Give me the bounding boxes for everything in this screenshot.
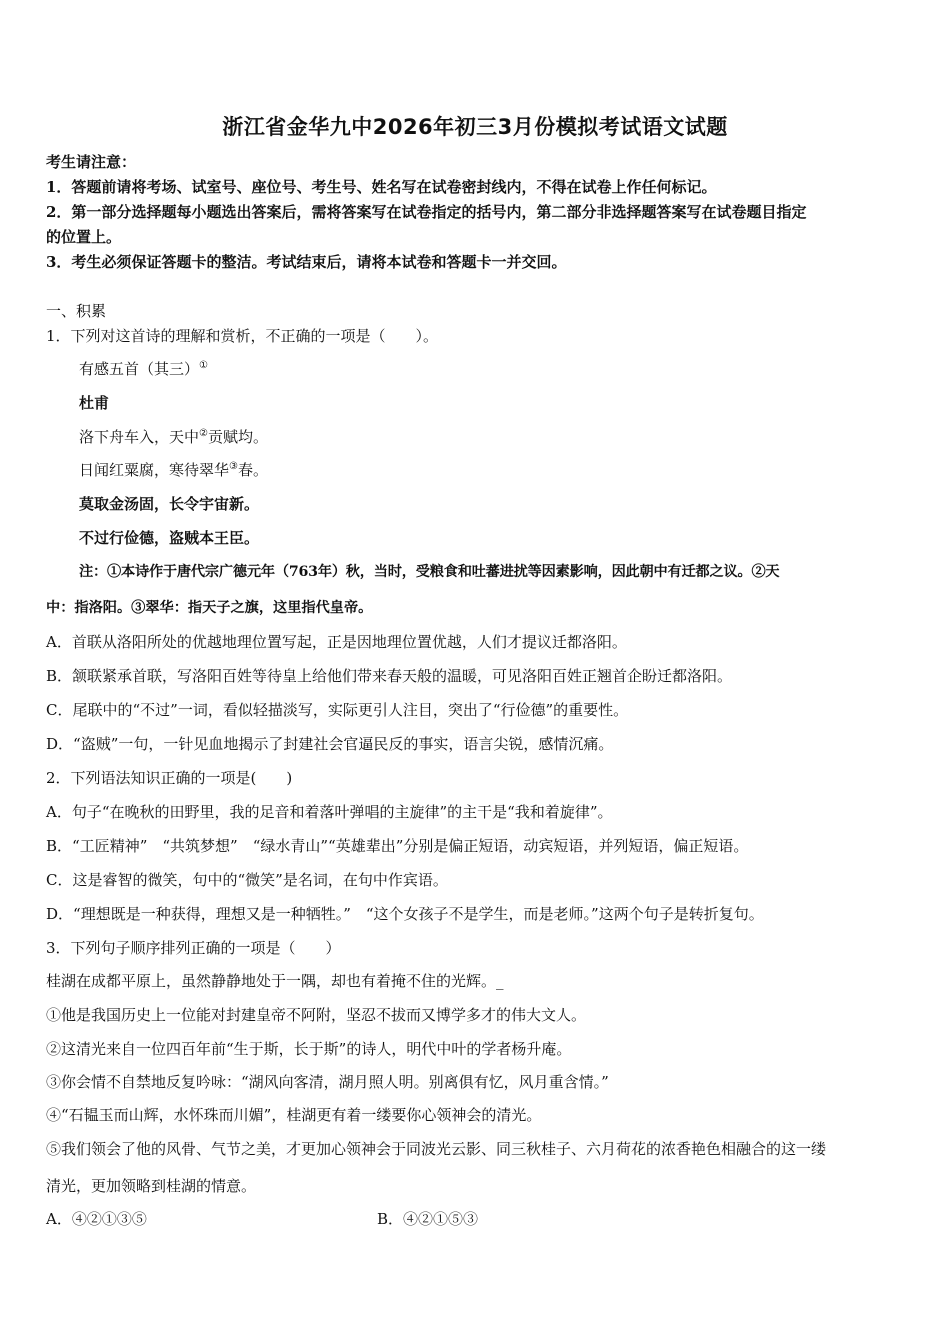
option-c: C．这是睿智的微笑，句中的“微笑”是名词，在句中作宾语。	[46, 871, 448, 889]
poem-author: 杜甫	[79, 394, 110, 412]
option-c: C．尾联中的“不过”一词，看似轻描淡写，实际更引人注目，突出了“行俭德”的重要性。	[46, 701, 629, 719]
page-title: 浙江省金华九中2026年初三3月份模拟考试语文试题	[222, 115, 728, 139]
poem-title	[79, 359, 208, 379]
option-a: A．句子“在晚秋的田野里，我的足音和着落叶弹唱的主旋律”的主干是“我和着旋律”。	[46, 803, 613, 821]
poem-line-text: 洛下舟车入，天中	[79, 428, 200, 446]
poem-title-text: 有感五首（其三）	[79, 360, 200, 378]
poem-line	[79, 460, 268, 480]
notice-heading: 考生请注意：	[46, 153, 137, 171]
footnote-mark: ③	[229, 461, 238, 472]
passage-lead: 桂湖在成都平原上，虽然静静地处于一隅，却也有着掩不住的光辉。_	[46, 972, 504, 990]
notice-item: 的位置上。	[46, 228, 122, 246]
notice-item: 3．考生必须保证答题卡的整洁。考试结束后，请将本试卷和答题卡一并交回。	[46, 253, 567, 271]
poem-line: 不过行俭德，盗贼本王臣。	[79, 529, 260, 547]
poem-note: 中：指洛阳。③翠华：指天子之旗，这里指代皇帝。	[46, 600, 373, 616]
option-b: B．④②①⑤③	[377, 1210, 479, 1228]
option-b: B．“工匠精神” “共筑梦想” “绿水青山”“英雄辈出”分别是偏正短语，动宾短语，并列短语，偏正短语。	[46, 837, 749, 855]
option-a: A．首联从洛阳所处的优越地理位置写起，正是因地理位置优越，人们才提议迁都洛阳。	[46, 633, 627, 651]
footnote-mark: ②	[199, 428, 208, 439]
poem-line-text: 日闻红粟腐，寒待翠华	[79, 461, 230, 479]
option-a: A．④②①③⑤	[46, 1210, 147, 1228]
option-d: D．“盗贼”一句，一针见血地揭示了封建社会官逼民反的事实，语言尖锐，感情沉痛。	[46, 735, 614, 753]
option-b: B．颔联紧承首联，写洛阳百姓等待皇上给他们带来春天般的温暖，可见洛阳百姓正翘首企盼迁都洛阳。	[46, 667, 733, 685]
section-heading: 一、积累	[46, 302, 107, 320]
sentence-item: ①他是我国历史上一位能对封建皇帝不阿附，坚忍不拔而又博学多才的伟大文人。	[46, 1006, 587, 1024]
option-d: D．“理想既是一种获得，理想又是一种牺牲。” “这个女孩子不是学生，而是老师。”这两个句子是转折复句。	[46, 905, 764, 923]
sentence-item: ⑤我们领会了他的风骨、气节之美，才更加心领神会于同波光云影、同三秋桂子、六月荷花的浓香艳色相融合的这一缕	[46, 1140, 827, 1158]
footnote-mark: ①	[199, 360, 208, 371]
poem-line: 莫取金汤固，长令宇宙新。	[79, 495, 260, 513]
notice-item: 2．第一部分选择题每小题选出答案后，需将答案写在试卷指定的括号内，第二部分非选择题答案写在试卷题目指定	[46, 203, 807, 221]
sentence-item: ②这清光来自一位四百年前“生于斯，长于斯”的诗人，明代中叶的学者杨升庵。	[46, 1040, 572, 1058]
sentence-item: ③你会情不自禁地反复吟咏：“湖风向客清，湖月照人明。别离俱有忆，风月重含情。”	[46, 1073, 609, 1091]
poem-line-text: 贡赋均。	[207, 428, 268, 446]
poem-line-text: 春。	[237, 461, 268, 479]
poem-line	[79, 427, 268, 447]
notice-item: 1．答题前请将考场、试室号、座位号、考生号、姓名写在试卷密封线内，不得在试卷上作任何标记。	[46, 178, 717, 196]
poem-note: 注：①本诗作于唐代宗广德元年（763年）秋，当时，受粮食和吐蕃进扰等因素影响，因此朝中有迁都之议。②天	[79, 564, 780, 580]
question-stem-2: 2．下列语法知识正确的一项是( )	[46, 769, 293, 787]
question-stem-1: 1．下列对这首诗的理解和赏析，不正确的一项是（ ）。	[46, 327, 439, 345]
question-stem-3: 3．下列句子顺序排列正确的一项是（ ）	[46, 939, 341, 957]
sentence-item: 清光，更加领略到桂湖的情意。	[46, 1177, 257, 1195]
sentence-item: ④“石韫玉而山辉，水怀珠而川媚”，桂湖更有着一缕要你心领神会的清光。	[46, 1106, 542, 1124]
